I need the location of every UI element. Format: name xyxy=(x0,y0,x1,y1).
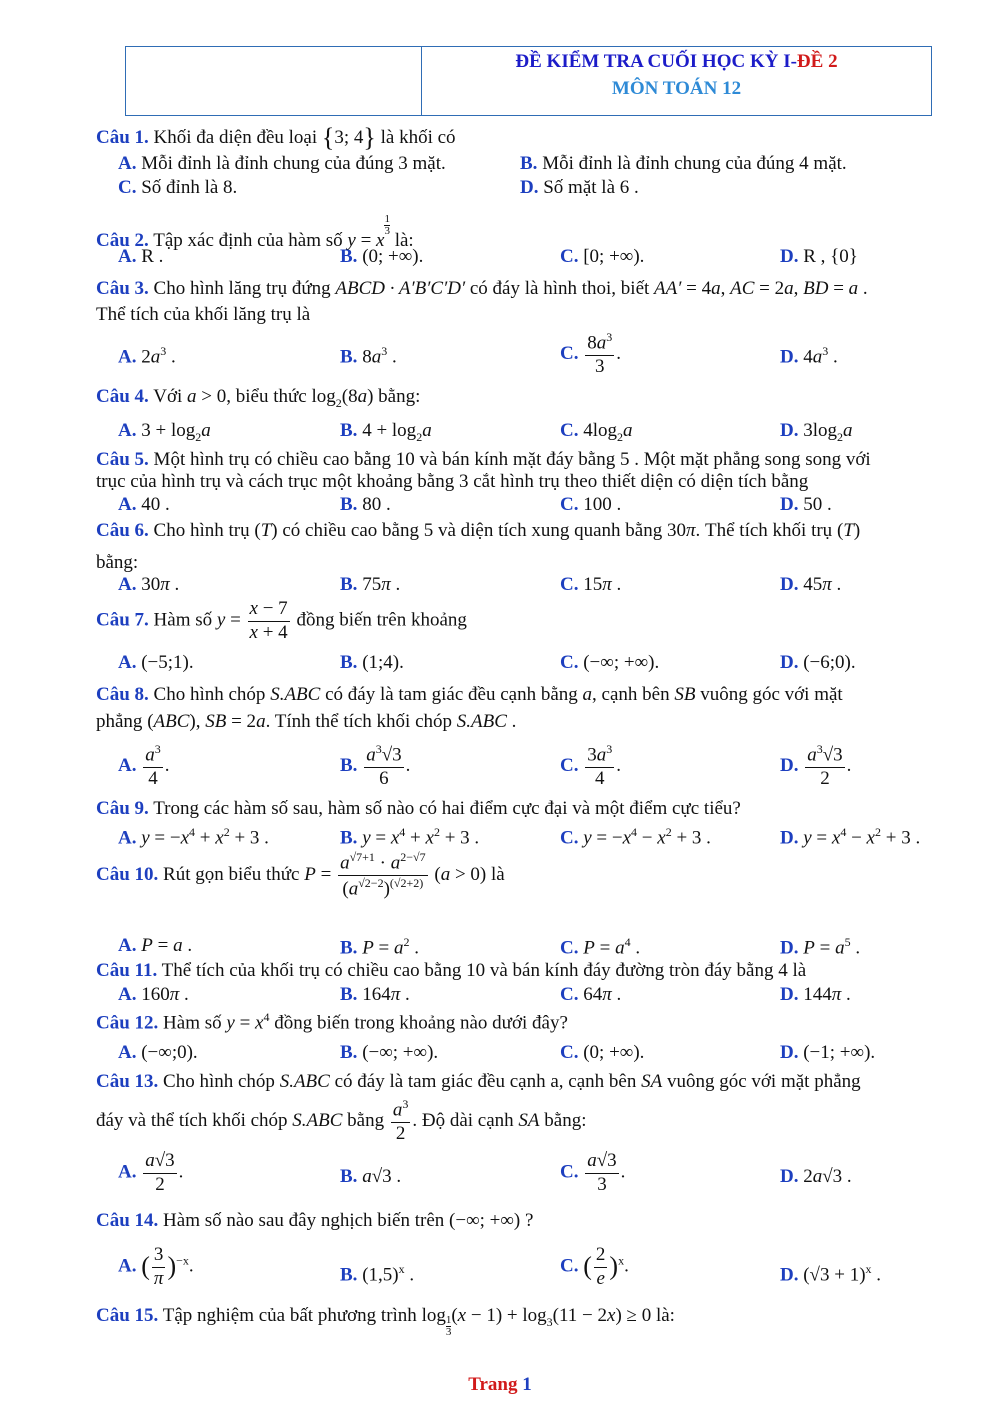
q9-option-a[interactable]: A. $y = -x^4 + x^2 + 3$ . xyxy=(118,825,269,849)
q2-option-d[interactable]: D. R , {0} xyxy=(780,246,858,267)
question-10: Câu 10. Rút gọn biểu thức P = $\frac{a^{√7+1} \cdot a^{2-√7}}{(a^{√2-2})^{(√2+2)}}$ (a > 0) là xyxy=(96,850,505,900)
q11-option-c[interactable]: C. 64π . xyxy=(560,984,622,1005)
header-right-cell xyxy=(422,47,931,115)
q14-option-b[interactable]: B. $(1,5)^x$ . xyxy=(340,1262,415,1286)
q11-option-a[interactable]: A. 160π . xyxy=(118,984,189,1005)
q9-option-b[interactable]: B. $y = x^4 + x^2 + 3$ . xyxy=(340,825,480,849)
q10-option-d[interactable]: D. $P = a^5$ . xyxy=(780,935,861,959)
q11-option-b[interactable]: B. 164π . xyxy=(340,984,410,1005)
q13-option-b[interactable]: B. a√3 . xyxy=(340,1166,402,1187)
q6-option-c[interactable]: C. 15π . xyxy=(560,574,622,595)
question-13: Câu 13. Cho hình chóp S.ABC có đáy là tam giác đều cạnh a, cạnh bên SA vuông góc với mặt phẳng xyxy=(96,1071,861,1092)
question-14: Câu 14. Hàm số nào sau đây nghịch biến trên (−∞; +∞) ? xyxy=(96,1210,534,1231)
q4-option-d[interactable]: D. $3\log_2a$ xyxy=(780,420,853,444)
q8-option-b[interactable]: B. $\frac{a^3√3}{6}$ . xyxy=(340,742,411,790)
q12-option-a[interactable]: A. (−∞;0). xyxy=(118,1042,198,1063)
q10-option-a[interactable]: A. P = a . xyxy=(118,935,193,956)
q5-option-d[interactable]: D. 50 . xyxy=(780,494,832,515)
q1-option-b[interactable]: B. Mỗi đỉnh là đỉnh chung của đúng 4 mặt. xyxy=(520,153,847,174)
q1-option-d[interactable]: D. Số mặt là 6 . xyxy=(520,177,639,198)
q12-option-d[interactable]: D. (−1; +∞). xyxy=(780,1042,876,1063)
question-12: Câu 12. Hàm số $y = x^4$ đồng biến trong khoảng nào dưới đây? xyxy=(96,1010,568,1034)
q4-option-c[interactable]: C. $4\log_2a$ xyxy=(560,420,633,444)
question-6: Câu 6. Cho hình trụ (T) có chiều cao bằng 5 và diện tích xung quanh bằng 30π. Thể tích khối trụ (T) xyxy=(96,520,861,541)
question-5-line2: trục của hình trụ và cách trục một khoảng bằng 3 cắt hình trụ theo thiết diện có diện tích bằng xyxy=(96,471,809,492)
q7-option-a[interactable]: A. (−5;1). xyxy=(118,652,194,673)
q11-option-d[interactable]: D. 144π . xyxy=(780,984,851,1005)
question-4: Câu 4. Với a > 0, biểu thức $\log_2(8a)$ bằng: xyxy=(96,386,421,410)
question-3-line2: Thể tích của khối lăng trụ là xyxy=(96,304,311,325)
q2-option-a[interactable]: A. R . xyxy=(118,246,164,267)
q2-option-b[interactable]: B. (0; +∞). xyxy=(340,246,424,267)
footer-label: Trang xyxy=(468,1374,518,1395)
q4-option-b[interactable]: B. $4 + \log_2a$ xyxy=(340,420,432,444)
question-15: Câu 15. Tập nghiệm của bất phương trình log $\frac{1}{3}(x - 1) + \log_3(11 - 2x) \ge 0$ là: xyxy=(96,1305,675,1338)
question-1: Câu 1. Khối đa diện đều loại {3; 4} là khối có xyxy=(96,123,456,152)
question-5: Câu 5. Một hình trụ có chiều cao bằng 10 và bán kính mặt đáy bằng 5 . Một mặt phẳng song song với xyxy=(96,449,871,470)
q3-option-a[interactable]: A. $2a^3$ . xyxy=(118,344,176,368)
q3-option-c[interactable]: C. $\frac{8a^3}{3}$ . xyxy=(560,330,621,378)
question-3: Câu 3. Cho hình lăng trụ đứng ABCD · A′B′C′D′ có đáy là hình thoi, biết AA′ = 4a, AC = 2a, BD = a . xyxy=(96,278,868,299)
question-8: Câu 8. Cho hình chóp S.ABC có đáy là tam giác đều cạnh bằng a, cạnh bên SB vuông góc với mặt xyxy=(96,684,843,705)
question-6-line2: bằng: xyxy=(96,552,139,573)
q1-option-a[interactable]: A. Mỗi đỉnh là đỉnh chung của đúng 3 mặt. xyxy=(118,153,446,174)
q6-option-a[interactable]: A. 30π . xyxy=(118,574,180,595)
question-9: Câu 9. Trong các hàm số sau, hàm số nào có hai điểm cực đại và một điểm cực tiểu? xyxy=(96,798,741,819)
q5-option-b[interactable]: B. 80 . xyxy=(340,494,391,515)
q9-option-d[interactable]: D. $y = x^4 - x^2 + 3$ . xyxy=(780,825,921,849)
q1-option-c[interactable]: C. Số đỉnh là 8. xyxy=(118,177,238,198)
q2-option-c[interactable]: C. [0; +∞). xyxy=(560,246,645,267)
exam-header xyxy=(125,46,932,116)
question-8-line2: phẳng (ABC), SB = 2a. Tính thể tích khối chóp S.ABC . xyxy=(96,711,517,732)
q7-option-d[interactable]: D. (−6;0). xyxy=(780,652,856,673)
q5-option-c[interactable]: C. 100 . xyxy=(560,494,622,515)
q14-option-c[interactable]: C. ( $\frac{2}{e}$ )$^x$. xyxy=(560,1244,629,1289)
q4-option-a[interactable]: A. $3 + \log_2a$ xyxy=(118,420,211,444)
q12-option-c[interactable]: C. (0; +∞). xyxy=(560,1042,645,1063)
q13-option-d[interactable]: D. 2a√3 . xyxy=(780,1166,852,1187)
q7-option-b[interactable]: B. (1;4). xyxy=(340,652,404,673)
question-7: Câu 7. Hàm số y = $\frac{x - 7}{x + 4}$ đồng biến trên khoảng xyxy=(96,598,467,643)
page-footer xyxy=(0,1374,1000,1397)
q12-option-b[interactable]: B. (−∞; +∞). xyxy=(340,1042,439,1063)
q6-option-b[interactable]: B. 75π . xyxy=(340,574,401,595)
question-2: Câu 2. Tập xác định của hàm số y = x $\frac{1}{3}$ là: xyxy=(96,213,414,251)
page-number: 1 xyxy=(522,1374,532,1395)
q7-option-c[interactable]: C. (−∞; +∞). xyxy=(560,652,660,673)
q3-option-b[interactable]: B. $8a^3$ . xyxy=(340,344,397,368)
q3-option-d[interactable]: D. $4a^3$ . xyxy=(780,344,838,368)
q13-option-c[interactable]: C. $\frac{a√3}{3}$ . xyxy=(560,1150,626,1195)
q10-option-c[interactable]: C. $P = a^4$ . xyxy=(560,935,641,959)
q9-option-c[interactable]: C. $y = -x^4 - x^2 + 3$ . xyxy=(560,825,711,849)
question-13-line2: đáy và thể tích khối chóp S.ABC bằng $\frac{a^3}{2}$ . Độ dài cạnh SA bằng: xyxy=(96,1097,587,1145)
exam-subject: MÔN TOÁN 12 xyxy=(611,77,742,99)
exam-title: ĐỀ KIỂM TRA CUỐI HỌC KỲ I-ĐỀ 2 xyxy=(515,51,838,72)
header-left-cell xyxy=(126,47,422,115)
q8-option-c[interactable]: C. $\frac{3a^3}{4}$ . xyxy=(560,742,621,790)
q6-option-d[interactable]: D. 45π . xyxy=(780,574,842,595)
q14-option-d[interactable]: D. $(√3 + 1)^x$ . xyxy=(780,1262,882,1286)
q14-option-a[interactable]: A. ( $\frac{3}{\pi}$ )$^{-x}$. xyxy=(118,1244,194,1289)
q8-option-a[interactable]: A. $\frac{a^3}{4}$ . xyxy=(118,742,170,790)
question-11: Câu 11. Thể tích của khối trụ có chiều cao bằng 10 và bán kính đáy đường tròn đáy bằng 4 là xyxy=(96,960,807,981)
q5-option-a[interactable]: A. 40 . xyxy=(118,494,170,515)
q8-option-d[interactable]: D. $\frac{a^3√3}{2}$ . xyxy=(780,742,852,790)
q10-option-b[interactable]: B. $P = a^2$ . xyxy=(340,935,420,959)
q13-option-a[interactable]: A. $\frac{a√3}{2}$ . xyxy=(118,1150,184,1195)
exam-code: ĐỀ 2 xyxy=(796,51,838,72)
